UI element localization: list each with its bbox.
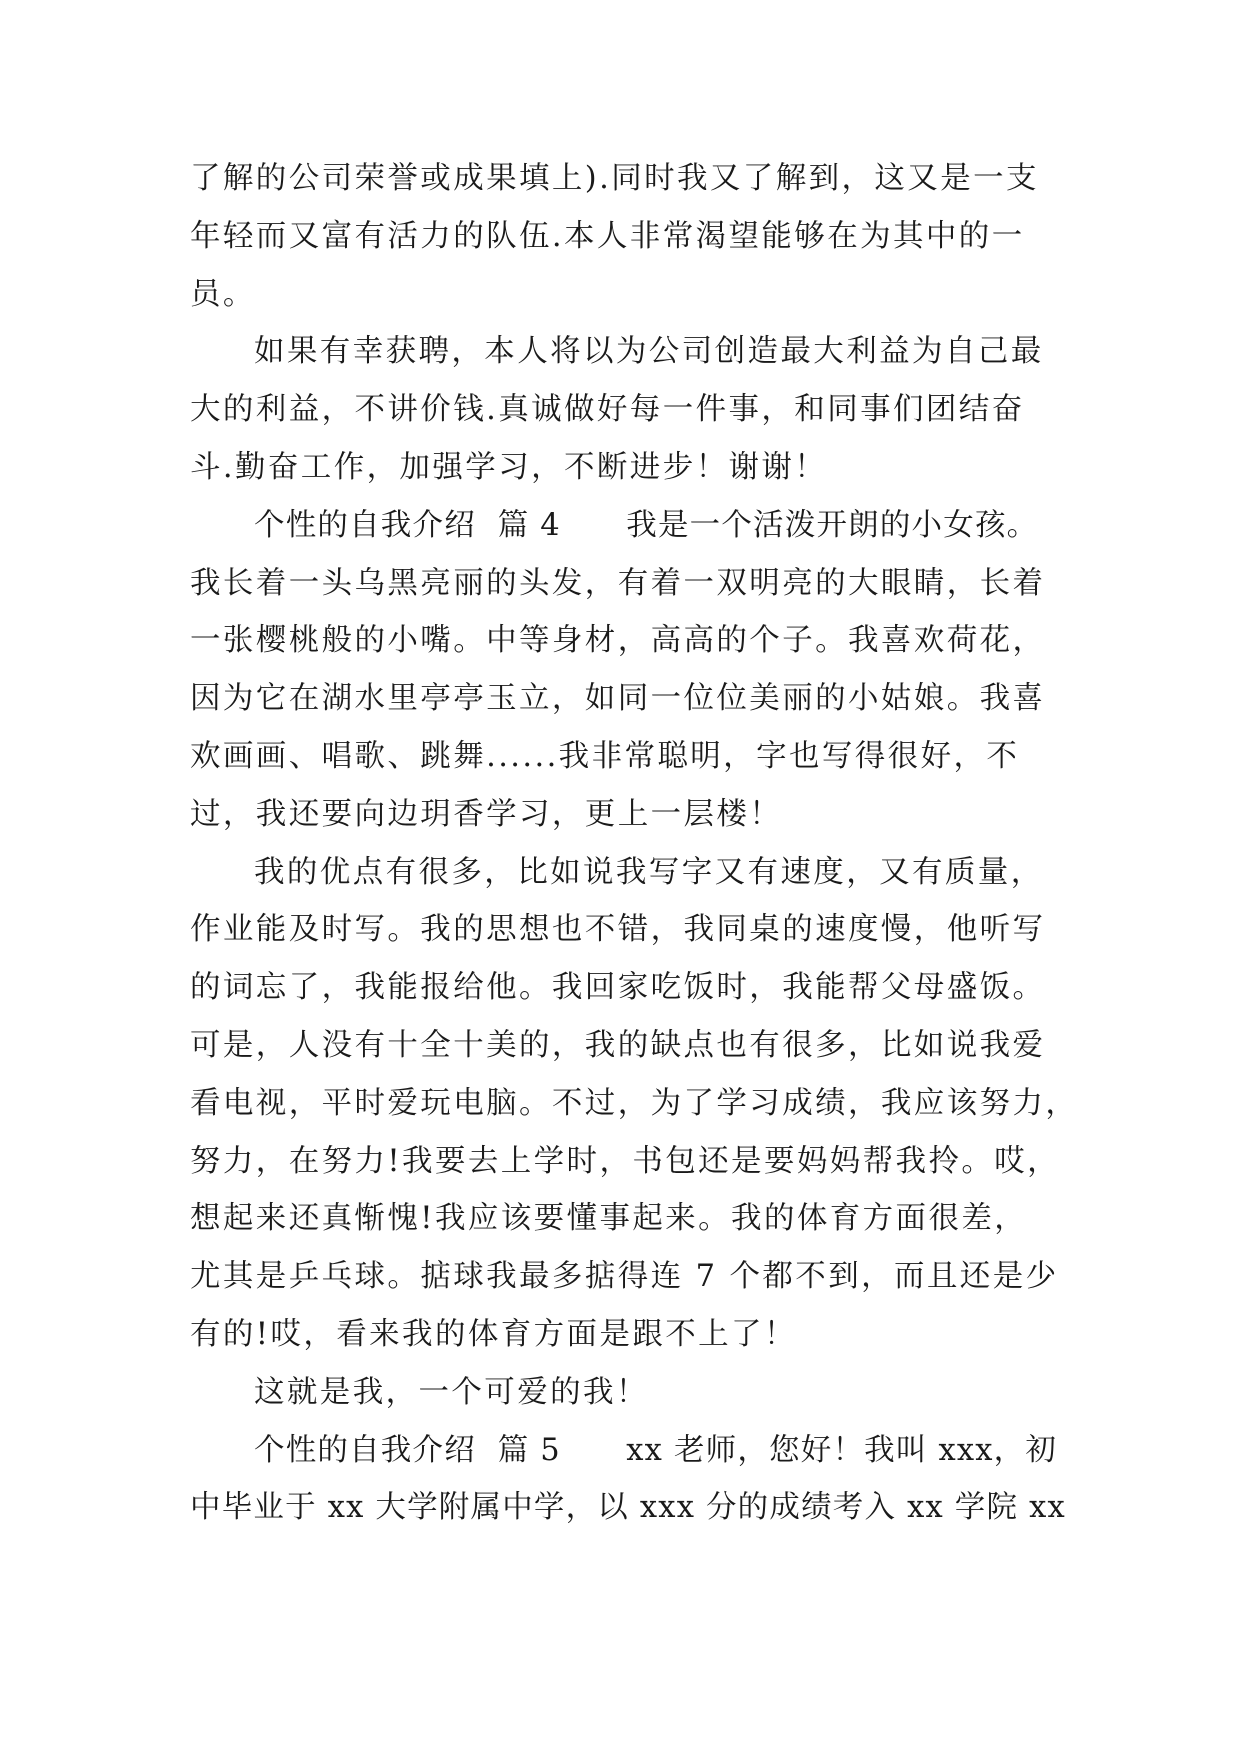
text-line: 有的!哎，看来我的体育方面是跟不上了！ (190, 1316, 797, 1352)
text-line: 中毕业于 xx 大学附属中学，以 xxx 分的成绩考入 xx 学院 xx (190, 1490, 1066, 1526)
paragraph-first-line: 我的优点有很多，比如说我写字又有速度，又有质量， (254, 854, 1044, 890)
section-heading-line: 个性的自我介绍 篇 5 xx 老师，您好！我叫 xxx，初 (254, 1432, 1058, 1468)
text-line: 欢画画、唱歌、跳舞......我非常聪明，字也写得很好，不 (190, 738, 1020, 774)
text-line: 努力，在努力!我要去上学时，书包还是要妈妈帮我拎。哎， (190, 1143, 1061, 1179)
text-line: 的词忘了，我能报给他。我回家吃饭时，我能帮父母盛饭。 (190, 970, 1046, 1006)
text-line: 员。 (190, 276, 256, 312)
text-line: 我长着一头乌黑亮丽的头发，有着一双明亮的大眼睛，长着 (190, 565, 1046, 601)
text-line: 尤其是乒乓球。掂球我最多掂得连 7 个都不到，而且还是少 (190, 1259, 1059, 1295)
text-line: 作业能及时写。我的思想也不错，我同桌的速度慢，他听写 (190, 912, 1046, 948)
text-line: 年轻而又富有活力的队伍.本人非常渴望能够在为其中的一 (190, 218, 1025, 254)
text-line: 了解的公司荣誉或成果填上).同时我又了解到，这又是一支 (190, 161, 1039, 196)
text-line: 可是，人没有十全十美的，我的缺点也有很多，比如说我爱 (190, 1027, 1046, 1063)
text-line: 想起来还真惭愧!我应该要懂事起来。我的体育方面很差， (190, 1201, 1028, 1237)
text-line: 一张樱桃般的小嘴。中等身材，高高的个子。我喜欢荷花， (190, 623, 1046, 659)
document-body (190, 150, 1079, 1537)
text-line: 斗.勤奋工作，加强学习，不断进步！谢谢！ (190, 449, 828, 485)
paragraph-first-line: 如果有幸获聘，本人将以为公司创造最大利益为自己最 (254, 334, 1044, 370)
paragraph-first-line: 这就是我，一个可爱的我！ (254, 1374, 649, 1410)
section-heading-line: 个性的自我介绍 篇 4 我是一个活泼开朗的小女孩。 (254, 507, 1039, 543)
text-line: 因为它在湖水里亭亭玉立，如同一位位美丽的小姑娘。我喜 (190, 681, 1046, 717)
text-line: 过，我还要向边玥香学习，更上一层楼！ (190, 796, 783, 832)
text-line: 大的利益，不讲价钱.真诚做好每一件事，和同事们团结奋 (190, 392, 1025, 428)
text-line: 看电视，平时爱玩电脑。不过，为了学习成绩，我应该努力， (190, 1085, 1079, 1121)
